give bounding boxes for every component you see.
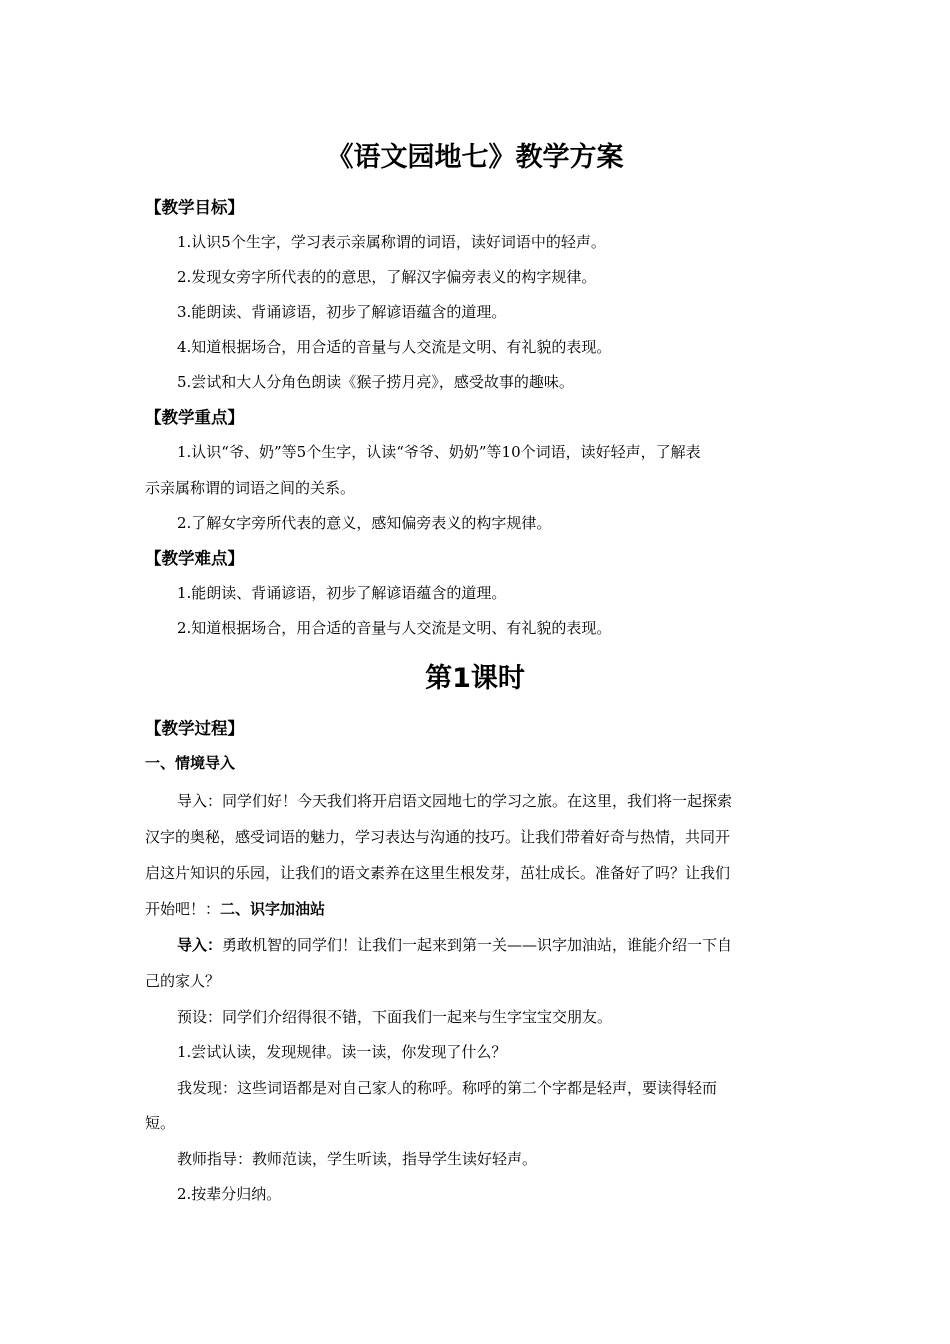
key-point-item-continuation: 示亲属称谓的词语之间的关系。 bbox=[145, 479, 356, 497]
lesson-title: 第1课时 bbox=[425, 663, 525, 694]
process-heading: 【教学过程】 bbox=[145, 719, 244, 738]
teacher-guidance-line: 教师指导：教师范读，学生听读，指导学生读好轻声。 bbox=[177, 1150, 538, 1168]
step-line: 2.按辈分归纳。 bbox=[177, 1185, 282, 1203]
step-line: 1.尝试认读，发现规律。读一读，你发现了什么？ bbox=[177, 1043, 507, 1061]
finding-paragraph-line: 短。 bbox=[145, 1114, 176, 1132]
finding-paragraph-line: 我发现：这些词语都是对自己家人的称呼。称呼的第二个字都是轻声，要读得轻而 bbox=[177, 1079, 718, 1097]
document-title: 《语文园地七》教学方案 bbox=[326, 142, 624, 173]
preset-line: 预设：同学们介绍得很不错，下面我们一起来与生字宝宝交朋友。 bbox=[177, 1008, 613, 1026]
guide-paragraph-line bbox=[177, 934, 732, 955]
intro-paragraph-line: 启这片知识的乐园，让我们的语文素养在这里生根发芽，茁壮成长。准备好了吗？让我们 bbox=[145, 864, 731, 882]
key-point-item: 1.认识“爷、奶”等5个生字，认读“爷爷、奶奶”等10个词语，读好轻声，了解表 bbox=[177, 443, 701, 461]
section-heading: 一、情境导入 bbox=[145, 754, 236, 772]
intro-paragraph-line bbox=[145, 898, 325, 919]
difficulty-item: 2.知道根据场合，用合适的音量与人交流是文明、有礼貌的表现。 bbox=[177, 619, 612, 637]
guide-text: 勇敢机智的同学们！让我们一起来到第一关——识字加油站，谁能介绍一下自 bbox=[222, 936, 733, 954]
intro-paragraph-line: 导入：同学们好！今天我们将开启语文园地七的学习之旅。在这里，我们将一起探索 bbox=[177, 792, 733, 810]
difficulties-heading: 【教学难点】 bbox=[145, 549, 244, 568]
intro-paragraph-line: 汉字的奥秘，感受词语的魅力，学习表达与沟通的技巧。让我们带着好奇与热情，共同开 bbox=[145, 828, 731, 846]
guide-label: 导入： bbox=[177, 936, 223, 954]
intro-closing-text: 开始吧！： bbox=[145, 900, 221, 918]
objective-item: 3.能朗读、背诵谚语，初步了解谚语蕴含的道理。 bbox=[177, 303, 507, 321]
objective-item: 4.知道根据场合，用合适的音量与人交流是文明、有礼貌的表现。 bbox=[177, 338, 612, 356]
guide-paragraph-line: 己的家人？ bbox=[145, 972, 221, 990]
key-point-item: 2.了解女字旁所代表的意义，感知偏旁表义的构字规律。 bbox=[177, 514, 552, 532]
objective-item: 1.认识5个生字，学习表示亲属称谓的词语，读好词语中的轻声。 bbox=[177, 233, 606, 251]
objectives-heading: 【教学目标】 bbox=[145, 198, 244, 217]
key-points-heading: 【教学重点】 bbox=[145, 408, 244, 427]
objective-item: 5.尝试和大人分角色朗读《猴子捞月亮》，感受故事的趣味。 bbox=[177, 373, 574, 391]
difficulty-item: 1.能朗读、背诵谚语，初步了解谚语蕴含的道理。 bbox=[177, 584, 507, 602]
section-heading-inline: 二、识字加油站 bbox=[220, 900, 326, 918]
objective-item: 2.发现女旁字所代表的的意思，了解汉字偏旁表义的构字规律。 bbox=[177, 268, 597, 286]
